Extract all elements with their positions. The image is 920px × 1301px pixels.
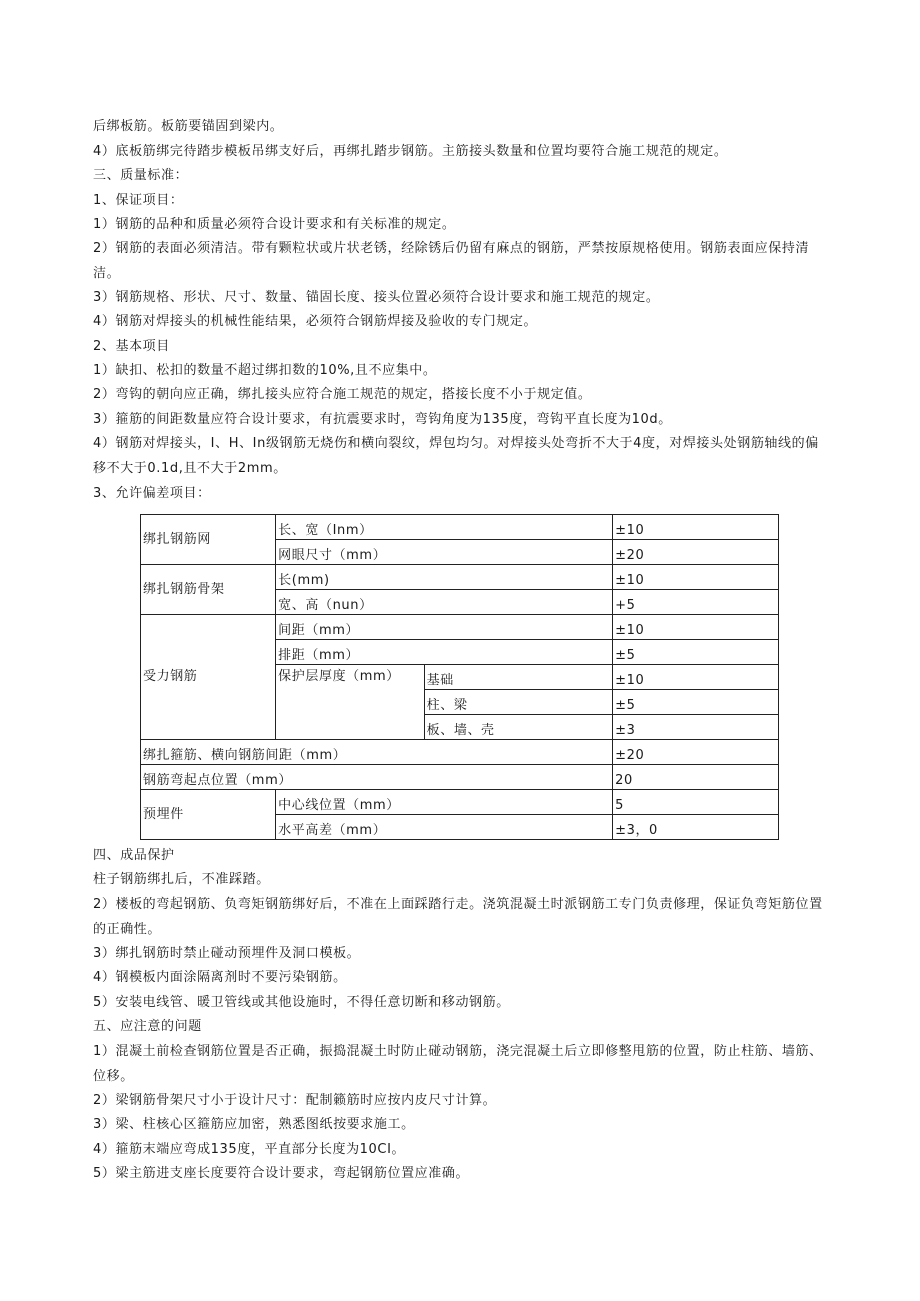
- table-cell: +5: [613, 590, 779, 615]
- table-cell: ±3: [613, 715, 779, 740]
- paragraph: 2）弯钩的朝向应正确，绑扎接头应符合施工规范的规定，搭接长度不小于规定值。: [93, 387, 592, 402]
- table-cell: 受力钢筋: [141, 615, 276, 740]
- table-row: [141, 740, 779, 765]
- table-cell: 间距（mm）: [276, 615, 613, 640]
- paragraph: 3）绑扎钢筋时禁止碰动预埋件及洞口模板。: [93, 946, 361, 961]
- paragraph: 5）安装电线管、暖卫管线或其他设施时，不得任意切断和移动钢筋。: [93, 995, 510, 1010]
- table-cell: 柱、梁: [424, 690, 612, 715]
- paragraph: 4）箍筋末端应弯成135度，平直部分长度为10CI。: [93, 1142, 406, 1157]
- paragraph: 3）钢筋规格、形状、尺寸、数量、锚固长度、接头位置必须符合设计要求和施工规范的规定。: [93, 290, 660, 305]
- table-cell: ±5: [613, 690, 779, 715]
- table-cell: ±5: [613, 640, 779, 665]
- table-cell: 预埋件: [141, 790, 276, 840]
- paragraph: 4）底板筋绑完待踏步模板吊绑支好后，再绑扎踏步钢筋。主筋接头数量和位置均要符合施工规范的规定。: [93, 144, 728, 159]
- table-cell: 保护层厚度（mm）: [276, 665, 424, 740]
- paragraph: 3）梁、柱核心区箍筋应加密，熟悉图纸按要求施工。: [93, 1117, 415, 1132]
- subsection-heading: 1、保证项目：: [93, 193, 184, 208]
- paragraph: 4）钢模板内面涂隔离剂时不要污染钢筋。: [93, 970, 347, 985]
- table-cell: ±10: [613, 565, 779, 590]
- table-cell: ±3，0: [613, 815, 779, 840]
- table-cell: ±10: [613, 515, 779, 540]
- paragraph: 5）梁主筋进支座长度要符合设计要求，弯起钢筋位置应准确。: [93, 1166, 470, 1181]
- table-cell: ±10: [613, 665, 779, 690]
- table-cell: 排距（mm）: [276, 640, 613, 665]
- table-cell: 绑扎箍筋、横向钢筋间距（mm）: [141, 740, 613, 765]
- paragraph: 柱子钢筋绑扎后，不准踩踏。: [93, 872, 270, 887]
- paragraph: 3）箍筋的间距数量应符合设计要求，有抗震要求时，弯钩角度为135度，弯钩平直长度为10d。: [93, 412, 672, 427]
- table-cell: 5: [613, 790, 779, 815]
- paragraph: 后绑板筋。板筋要锚固到梁内。: [93, 119, 284, 134]
- section-heading: 三、质量标准：: [93, 168, 189, 183]
- paragraph: 4）钢筋对焊接头的机械性能结果，必须符合钢筋焊接及验收的专门规定。: [93, 314, 538, 329]
- paragraph: 1）混凝土前检查钢筋位置是否正确，振捣混凝土时防止碰动钢筋，浇完混凝土后立即修整甩筋的位置，防止柱筋、墙筋、位移。: [93, 1044, 823, 1084]
- table-cell: 网眼尺寸（mm）: [276, 540, 613, 565]
- table-row: [141, 565, 779, 590]
- deviation-table: [140, 514, 779, 840]
- table-cell: 长、宽（Inm）: [276, 515, 613, 540]
- subsection-heading: 2、基本项目: [93, 339, 170, 354]
- table-cell: 绑扎钢筋骨架: [141, 565, 276, 615]
- table-cell: ±10: [613, 615, 779, 640]
- paragraph: 1）钢筋的品种和质量必须符合设计要求和有关标准的规定。: [93, 217, 456, 232]
- table-cell: 基础: [424, 665, 612, 690]
- table-cell: 宽、高（nun）: [276, 590, 613, 615]
- paragraph: 2）钢筋的表面必须清洁。带有颗粒状或片状老锈，经除锈后仍留有麻点的钢筋，严禁按原规格使用。钢筋表面应保持清洁。: [93, 241, 810, 281]
- table-row: [141, 615, 779, 640]
- paragraph: 2）梁钢筋骨架尺寸小于设计尺寸：配制籁筋时应按内皮尺寸计算。: [93, 1093, 497, 1108]
- paragraph: 1）缺扣、松扣的数量不超过绑扣数的10%,且不应集中。: [93, 363, 437, 378]
- table-row: [141, 790, 779, 815]
- table-cell: 水平高差（mm）: [276, 815, 613, 840]
- paragraph: 4）钢筋对焊接头，I、H、In级钢筋无烧伤和横向裂纹，焊包均匀。对焊接头处弯折不大于4度，对焊接头处钢筋轴线的偏移不大于0.1d,且不大于2mm。: [93, 436, 819, 476]
- table-row: [141, 765, 779, 790]
- table-cell: 钢筋弯起点位置（mm）: [141, 765, 613, 790]
- table-cell: 绑扎钢筋网: [141, 515, 276, 565]
- paragraph: 2）楼板的弯起钢筋、负弯矩钢筋绑好后，不准在上面踩踏行走。浇筑混凝土时派钢筋工专门负责修理，保证负弯矩筋位置的正确性。: [93, 897, 823, 937]
- table-cell: 板、墙、壳: [424, 715, 612, 740]
- table-cell: ±20: [613, 540, 779, 565]
- section-heading: 四、成品保护: [93, 848, 175, 863]
- table-row: [141, 515, 779, 540]
- table-cell: 长(mm): [276, 565, 613, 590]
- table-cell: 20: [613, 765, 779, 790]
- subsection-heading: 3、允许偏差项目：: [93, 486, 211, 501]
- table-cell: ±20: [613, 740, 779, 765]
- section-heading: 五、应注意的问题: [93, 1019, 202, 1034]
- table-cell: 中心线位置（mm）: [276, 790, 613, 815]
